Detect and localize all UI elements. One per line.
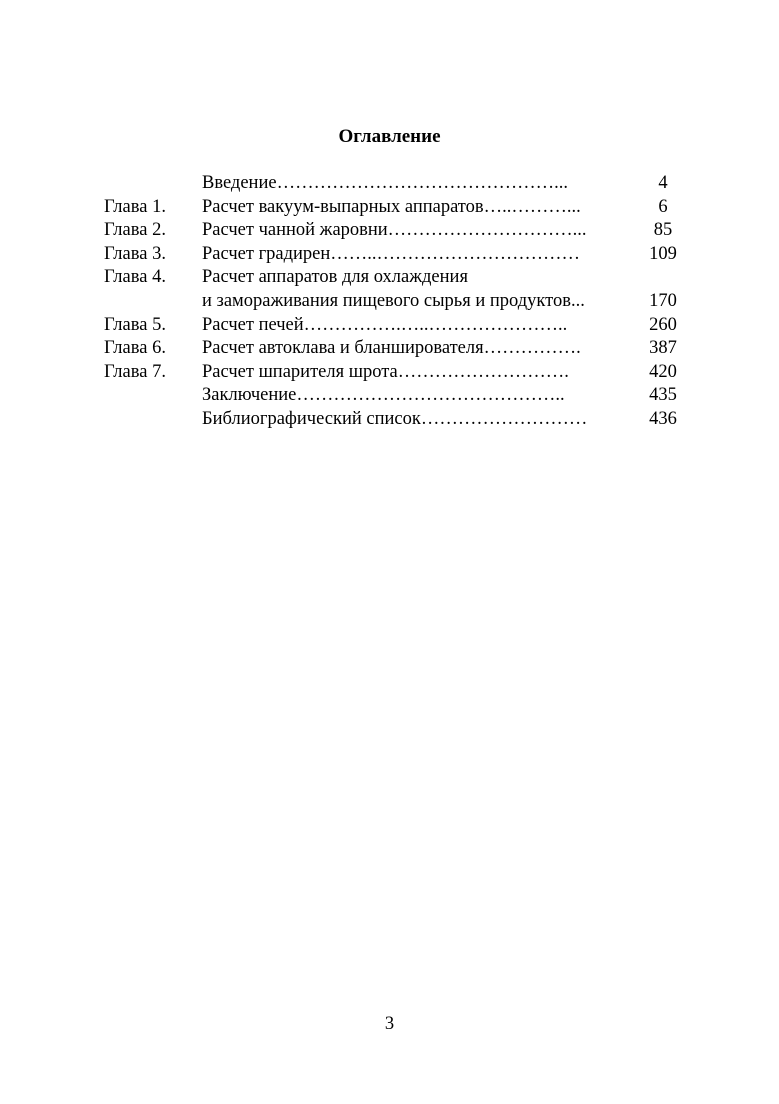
toc-chapter: Глава 3.	[104, 243, 166, 264]
toc-page-number: 85	[653, 220, 673, 241]
toc-chapter: Глава 5.	[104, 314, 166, 335]
toc-row	[0, 384, 779, 408]
toc-entry: Расчет аппаратов для охлаждения	[202, 267, 468, 288]
toc-page-number: 435	[649, 385, 677, 406]
toc-chapter: Глава 2.	[104, 220, 166, 241]
toc-chapter: Глава 4.	[104, 267, 166, 288]
table-of-contents	[0, 172, 779, 432]
toc-row	[0, 196, 779, 220]
page-number: 3	[384, 1014, 395, 1034]
toc-entry: Расчет шпарителя шрота……………………….	[202, 361, 569, 382]
toc-page-number: 420	[649, 361, 677, 382]
toc-entry: Расчет печей…………….…..…………………..	[202, 314, 568, 335]
toc-page-number: 170	[649, 290, 677, 311]
toc-entry: и замораживания пищевого сырья и продуктов...	[202, 290, 585, 311]
toc-chapter: Глава 1.	[104, 196, 166, 217]
toc-row	[0, 408, 779, 432]
toc-row	[0, 266, 779, 290]
toc-entry: Расчет вакуум-выпарных аппаратов…..………...	[202, 196, 581, 217]
toc-entry: Расчет автоклава и бланширователя…………….	[202, 338, 581, 359]
toc-entry: Заключение……………………………………..	[202, 385, 565, 406]
toc-chapter: Глава 7.	[104, 361, 166, 382]
toc-chapter: Глава 6.	[104, 338, 166, 359]
page-title: Оглавление	[338, 126, 441, 147]
toc-row	[0, 337, 779, 361]
toc-page-number: 109	[649, 243, 677, 264]
toc-entry: Расчет чанной жаровни…………………………...	[202, 220, 587, 241]
toc-page-number: 436	[649, 408, 677, 429]
toc-entry: Расчет градирен……..……………………………	[202, 243, 581, 264]
toc-row	[0, 172, 779, 196]
toc-page-number: 6	[658, 196, 668, 217]
toc-row	[0, 219, 779, 243]
toc-page-number: 260	[649, 314, 677, 335]
toc-page-number: 387	[649, 338, 677, 359]
toc-page-number: 4	[658, 173, 668, 193]
toc-row	[0, 290, 779, 314]
toc-row	[0, 361, 779, 385]
toc-entry: Библиографический список………………………	[202, 408, 588, 429]
toc-row	[0, 243, 779, 267]
toc-row	[0, 314, 779, 338]
toc-entry: Введение………………………………………...	[202, 173, 568, 193]
